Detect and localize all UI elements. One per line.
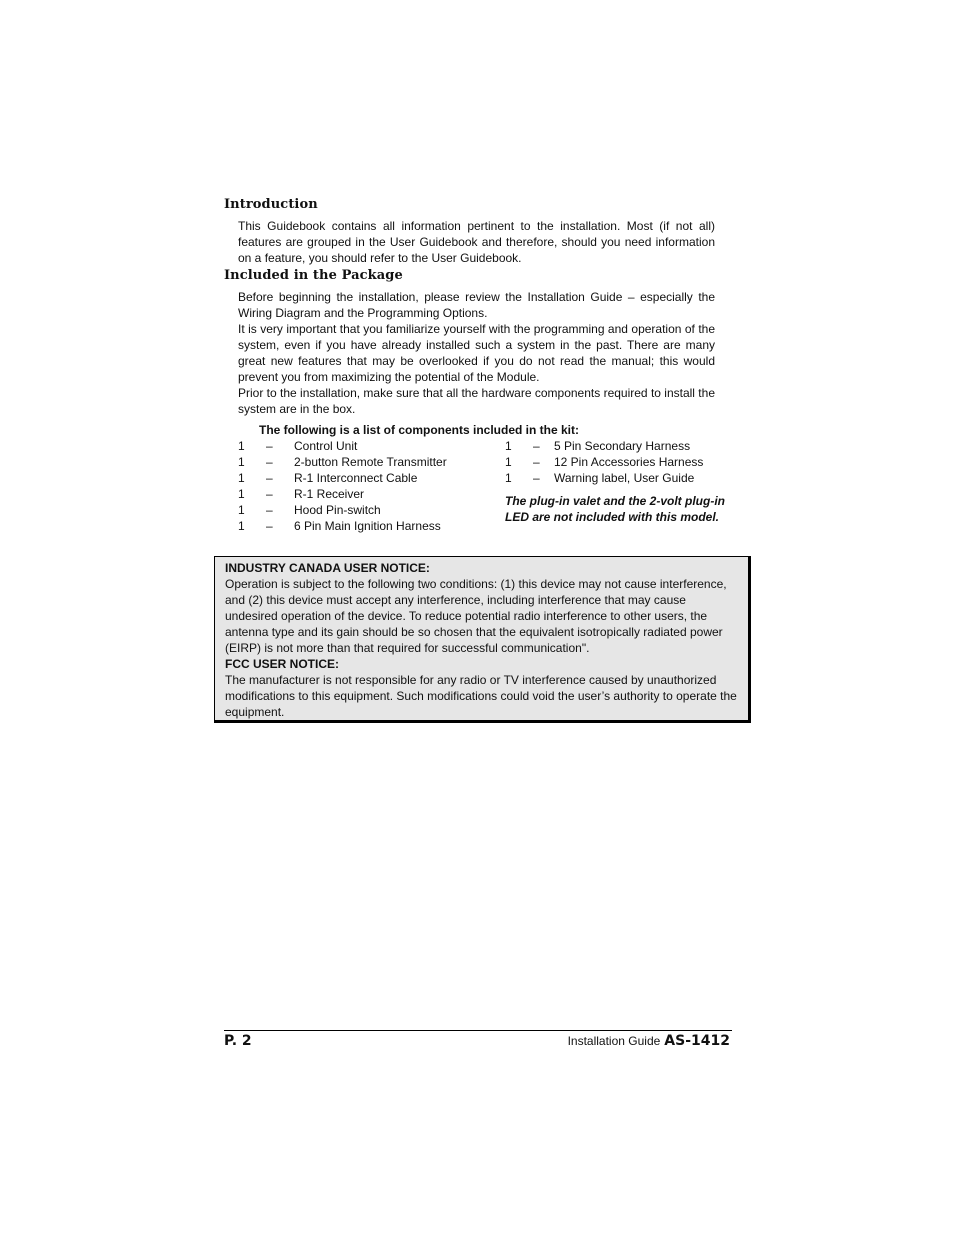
kit-note: The plug-in valet and the 2-volt plug-in LED are not included with this model.	[505, 494, 725, 524]
fcc-notice-text: The manufacturer is not responsible for any radio or TV interference caused by unauthorized modifications to this equipment. Such modifications could void the user’s authority to operate the equipment.	[225, 673, 737, 719]
notice-box	[214, 556, 751, 723]
list-item: 1 – Warning label, User Guide	[505, 471, 695, 485]
kit-list-left	[238, 438, 488, 534]
list-item: 1 – Hood Pin-switch	[238, 503, 381, 517]
list-item: 1 – 12 Pin Accessories Harness	[505, 455, 704, 469]
list-item: 1 – 2-button Remote Transmitter	[238, 455, 447, 469]
section-heading-introduction: Introduction	[224, 197, 318, 212]
ic-notice-text: Operation is subject to the following two conditions: (1) this device may not cause interference, and (2) this device must accept any interference, including interference that may cause undesired operation of the device. To reduce potential radio interference to other users, the antenna type and its gain should be so chosen that the equivalent isotropically radiated power (EIRP) is not more than that required for successful communication".	[225, 577, 727, 655]
ic-notice-title: INDUSTRY CANADA USER NOTICE:	[225, 561, 430, 575]
footer-model: AS-1412	[664, 1033, 730, 1049]
package-paragraphs	[238, 289, 715, 417]
footer-divider	[224, 1030, 732, 1031]
package-paragraph-2: It is very important that you familiarize yourself with the programming and operation of the system, even if you have already installed such a system in the past. There are many great new features that may be overlooked if you do not read the manual; this would prevent you from maximizing the potential of the Module.	[238, 322, 715, 384]
package-paragraph-1: Before beginning the installation, please review the Installation Guide – especially the Wiring Diagram and the Programming Options.	[238, 290, 715, 320]
list-item: 1 – R-1 Interconnect Cable	[238, 471, 418, 485]
kit-list-right	[505, 438, 735, 486]
list-item: 1 – R-1 Receiver	[238, 487, 365, 501]
kit-list-title: The following is a list of components included in the kit:	[259, 423, 580, 437]
footer-guide-label: Installation Guide	[567, 1034, 661, 1048]
section-heading-package: Included in the Package	[224, 268, 403, 283]
page-number: P. 2	[224, 1033, 252, 1049]
list-item: 1 – Control Unit	[238, 439, 358, 453]
list-item: 1 – 5 Pin Secondary Harness	[505, 439, 691, 453]
footer-title	[568, 1033, 730, 1049]
package-paragraph-3: Prior to the installation, make sure that all the hardware components required to install the system are in the box.	[238, 386, 715, 416]
list-item: 1 – 6 Pin Main Ignition Harness	[238, 519, 441, 533]
intro-paragraph: This Guidebook contains all information pertinent to the installation. Most (if not all) features are grouped in the User Guidebook and therefore, should you need information on a feature, you should refer to the User Guidebook.	[238, 219, 715, 265]
fcc-notice-title: FCC USER NOTICE:	[225, 657, 339, 671]
